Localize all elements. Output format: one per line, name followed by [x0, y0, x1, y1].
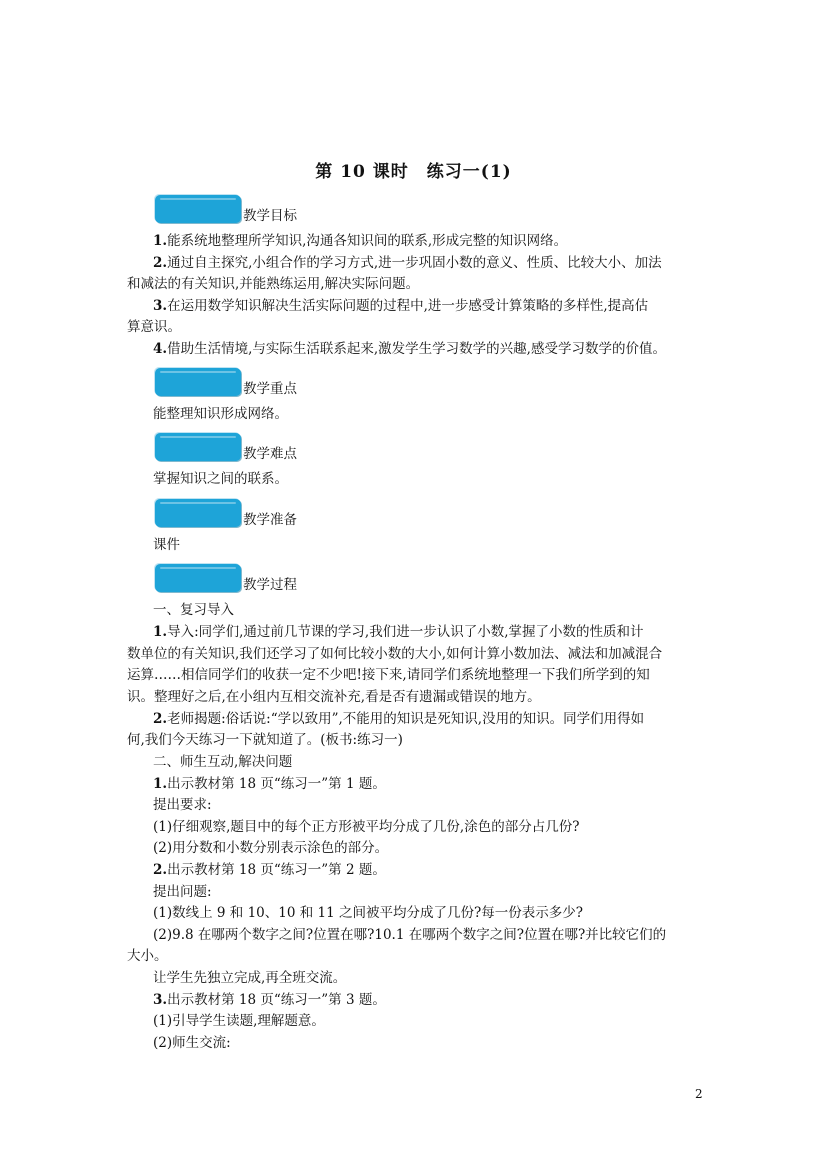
exercise-2-q-2-cont: 大小。	[127, 948, 168, 964]
section-label: 教学重点	[243, 381, 297, 397]
goal-2-cont: 和减法的有关知识,并能熟练运用,解决实际问题。	[127, 276, 420, 292]
preparation-text: 课件	[153, 537, 180, 553]
exercise-1-req-2: (2)用分数和小数分别表示涂色的部分。	[153, 840, 389, 856]
goal-1: 1.能系统地整理所学知识,沟通各知识间的联系,形成完整的知识网络。	[153, 233, 568, 249]
process-part-2: 二、师生互动,解决问题	[153, 754, 293, 770]
process-part-1: 一、复习导入	[153, 602, 234, 618]
section-badge	[155, 368, 241, 396]
exercise-3-step-2: (2)师生交流:	[153, 1035, 231, 1051]
exercise-1: 1.出示教材第 18 页“练习一”第 1 题。	[153, 776, 386, 792]
process-item-1-cont: 运算……相信同学们的收获一定不少吧!接下来,请同学们系统地整理一下我们所学到的知	[127, 667, 650, 683]
key-points-text: 能整理知识形成网络。	[153, 406, 288, 422]
difficulties-text: 掌握知识之间的联系。	[153, 471, 288, 487]
exercise-2: 2.出示教材第 18 页“练习一”第 2 题。	[153, 862, 386, 878]
exercise-2-q-2: (2)9.8 在哪两个数字之间?位置在哪?10.1 在哪两个数字之间?位置在哪?并比较它们的	[153, 927, 667, 943]
section-badge	[155, 564, 241, 592]
process-item-1-cont: 数单位的有关知识,我们还学习了如何比较小数的大小,如何计算小数加法、减法和加减混合	[127, 646, 663, 662]
goal-4: 4.借助生活情境,与实际生活联系起来,激发学生学习数学的兴趣,感受学习数学的价值。	[153, 341, 666, 357]
exercise-3-step-1: (1)引导学生读题,理解题意。	[153, 1013, 325, 1029]
goal-3-cont: 算意识。	[127, 319, 181, 335]
page-number: 2	[695, 1087, 703, 1101]
exercise-2-note: 让学生先独立完成,再全班交流。	[153, 970, 347, 986]
section-label: 教学难点	[243, 446, 297, 462]
goal-3: 3.在运用数学知识解决生活实际问题的过程中,进一步感受计算策略的多样性,提高估	[153, 298, 649, 314]
exercise-3: 3.出示教材第 18 页“练习一”第 3 题。	[153, 992, 386, 1008]
section-label: 教学准备	[243, 512, 297, 528]
exercise-1-requirement: 提出要求:	[153, 797, 212, 813]
section-badge	[155, 195, 241, 223]
section-badge	[155, 433, 241, 461]
process-item-1-cont: 识。整理好之后,在小组内互相交流补充,看是否有遗漏或错误的地方。	[127, 689, 541, 705]
exercise-2-q-1: (1)数线上 9 和 10、10 和 11 之间被平均分成了几份?每一份表示多少?	[153, 905, 583, 921]
exercise-1-req-1: (1)仔细观察,题目中的每个正方形被平均分成了几份,涂色的部分占几份?	[153, 819, 580, 835]
process-item-2: 2.老师揭题:俗话说:“学以致用”,不能用的知识是死知识,没用的知识。同学们用得如	[153, 711, 645, 727]
section-label: 教学过程	[243, 577, 297, 593]
goal-2: 2.通过自主探究,小组合作的学习方式,进一步巩固小数的意义、性质、比较大小、加法	[153, 255, 662, 271]
exercise-2-questions: 提出问题:	[153, 884, 212, 900]
process-item-1: 1.导入:同学们,通过前几节课的学习,我们进一步认识了小数,掌握了小数的性质和计	[153, 624, 644, 640]
lesson-title: 第 10 课时 练习一(1)	[315, 162, 512, 182]
section-label: 教学目标	[243, 208, 297, 224]
process-item-2-cont: 何,我们今天练习一下就知道了。(板书:练习一)	[127, 732, 403, 748]
section-badge	[155, 499, 241, 527]
